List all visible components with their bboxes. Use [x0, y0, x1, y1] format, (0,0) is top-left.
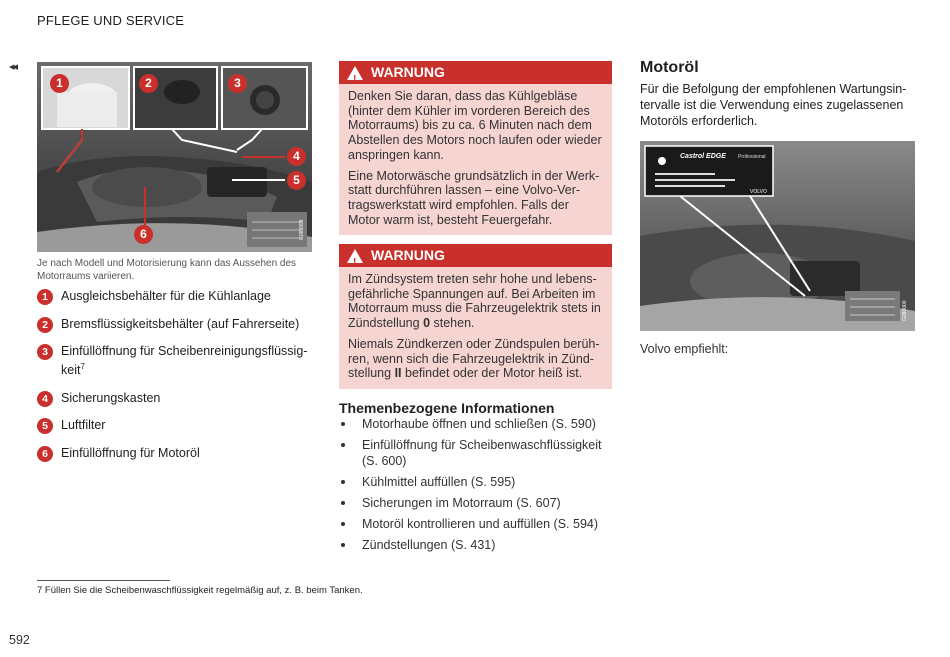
number-badge: 1: [37, 289, 53, 305]
list-item-text: Bremsflüssigkeitsbehälter (auf Fahrerseite): [61, 316, 300, 331]
related-link[interactable]: Sicherungen im Motorraum (S. 607): [339, 495, 619, 511]
back-arrows-icon[interactable]: ◂◂: [9, 61, 17, 73]
related-link[interactable]: Einfüllöffnung für Scheibenwaschflüssigkeit (S. 600): [339, 437, 619, 469]
figure-code: G080000: [902, 300, 908, 321]
list-item-text: Einfüllöffnung für Scheibenreinigungsflüssig-keit: [61, 344, 308, 378]
footnote: 7 Füllen Sie die Scheibenwaschflüssigkeit regelmäßig auf, z. B. beim Tanken.: [37, 585, 363, 596]
list-item: [37, 317, 327, 332]
warning-title: WARNUNG: [371, 247, 445, 263]
warning-paragraph: Denken Sie daran, dass das Kühlgebläse (hinter dem Kühler im vorderen Bereich des Motorraums) bis zu ca. 6 Minuten nach dem Abstellen des Motors noch laufen oder wieder anspringen kann.: [348, 89, 602, 162]
list-item-text: Einfüllöffnung für Motoröl: [61, 445, 200, 460]
list-item-text: Luftfilter: [61, 418, 106, 433]
figure-code: G089999: [299, 219, 305, 240]
label-sub: Professional: [738, 154, 766, 160]
callout-1: 1: [50, 74, 69, 93]
related-link[interactable]: Zündstellungen (S. 431): [339, 537, 619, 553]
related-link[interactable]: Kühlmittel auffüllen (S. 595): [339, 474, 619, 490]
callout-4: 4: [287, 147, 306, 166]
related-info-list: [339, 416, 619, 558]
warning-paragraph: Niemals Zündkerzen oder Zündspulen berüh-ren, wenn sich die Fahrzeugelektrik in Zünd-stellung II befindet oder der Motor heiß ist.: [348, 336, 600, 381]
section-title: Motoröl: [640, 59, 699, 76]
related-link[interactable]: Motorhaube öffnen und schließen (S. 590): [339, 416, 619, 432]
warning-body: [339, 267, 612, 389]
warning-paragraph: Im Zündsystem treten sehr hohe und lebens-gefährliche Spannungen auf. Bei Arbeiten im Motorraum muss die Fahrzeugelektrik stets in Zündstellung 0 stehen.: [348, 272, 601, 331]
number-badge: 4: [37, 391, 53, 407]
number-badge: 5: [37, 418, 53, 434]
warning-box-2: [339, 244, 612, 389]
warning-header: [339, 61, 612, 84]
related-info-heading: Themenbezogene Informationen: [339, 400, 555, 416]
warning-header: [339, 244, 612, 267]
oil-label-figure: [640, 141, 915, 331]
callout-5: 5: [287, 171, 306, 190]
callout-3: 3: [228, 74, 247, 93]
volvo-recommends: Volvo empfiehlt:: [640, 342, 729, 356]
list-item-text: Ausgleichsbehälter für die Kühlanlage: [61, 289, 271, 303]
list-item: [37, 344, 327, 378]
engine-bay-figure: [37, 62, 312, 252]
label-brand: Castrol EDGE: [680, 153, 726, 160]
callout-2: 2: [139, 74, 158, 93]
related-link[interactable]: Motoröl kontrollieren und auffüllen (S. 594): [339, 516, 619, 532]
warning-triangle-icon: !: [347, 249, 363, 263]
number-badge: 2: [37, 317, 53, 333]
list-item: [37, 289, 327, 304]
list-item: [37, 418, 327, 433]
warning-title: WARNUNG: [371, 64, 445, 80]
footnote-divider: [37, 580, 170, 581]
label-volvo: VOLVO: [750, 189, 767, 195]
list-item: [37, 391, 327, 406]
figure-caption: Je nach Modell und Motorisierung kann das Aussehen des Motorraums variieren.: [37, 258, 297, 282]
warning-body: [339, 84, 612, 235]
page-number: 592: [9, 633, 30, 647]
section-text: Für die Befolgung der empfohlenen Wartungsin-tervalle ist die Verwendung eines zugelassenen Motoröls erforderlich.: [640, 82, 907, 128]
warning-box-1: [339, 61, 612, 235]
footnote-ref[interactable]: 7: [80, 362, 85, 371]
list-item-text: Sicherungskasten: [61, 390, 161, 405]
warning-paragraph: Eine Motorwäsche grundsätzlich in der Werk-statt durchführen lassen – eine Volvo-Ver-tragswerkstatt wird empfohlen. Falls der Motor warm ist, besteht Feuergefahr.: [348, 168, 600, 227]
page-header: PFLEGE UND SERVICE: [37, 13, 185, 28]
number-badge: 6: [37, 446, 53, 462]
list-item: [37, 446, 327, 461]
warning-triangle-icon: !: [347, 66, 363, 80]
callout-6: 6: [134, 225, 153, 244]
number-badge: 3: [37, 344, 53, 360]
component-list: [37, 289, 327, 473]
